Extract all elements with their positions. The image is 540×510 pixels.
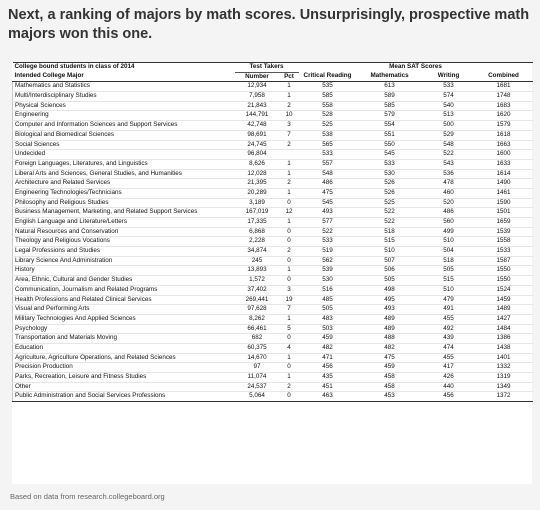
table-row	[13, 334, 533, 344]
cell-combined: 1579	[475, 121, 533, 131]
cell-major: Library Science And Administration	[13, 256, 235, 266]
table-row	[13, 295, 533, 305]
cell-mathematics: 453	[357, 392, 423, 402]
cell-combined: 1539	[475, 227, 533, 237]
cell-writing: 510	[423, 285, 475, 295]
cell-pct: 1	[280, 92, 299, 102]
cell-mathematics: 589	[357, 92, 423, 102]
col-header-combined: Combined	[475, 72, 533, 82]
cell-pct: 19	[280, 295, 299, 305]
cell-number: 6,868	[235, 227, 280, 237]
data-table-sheet	[12, 62, 532, 484]
cell-mathematics: 613	[357, 82, 423, 92]
cell-mathematics: 458	[357, 382, 423, 392]
table-row	[13, 227, 533, 237]
table-row	[13, 111, 533, 121]
cell-number: 245	[235, 256, 280, 266]
cell-major: English Language and Literature/Letters	[13, 218, 235, 228]
table-row	[13, 314, 533, 324]
cell-critical-reading: 548	[299, 169, 357, 179]
cell-combined: 1490	[475, 179, 533, 189]
cell-combined: 1372	[475, 392, 533, 402]
cell-pct: 0	[280, 363, 299, 373]
cell-critical-reading: 577	[299, 218, 357, 228]
cell-major: Philosophy and Religious Studies	[13, 198, 235, 208]
cell-writing: 478	[423, 179, 475, 189]
cell-number: 1,572	[235, 276, 280, 286]
cell-major: Multi/Interdisciplinary Studies	[13, 92, 235, 102]
cell-number: 21,843	[235, 101, 280, 111]
cell-pct: 1	[280, 169, 299, 179]
cell-major: Military Technologies And Applied Sciences	[13, 314, 235, 324]
group-mean-sat: Mean SAT Scores	[357, 63, 475, 73]
cell-major: Undecided	[13, 150, 235, 160]
cell-number: 8,626	[235, 159, 280, 169]
cell-combined: 1663	[475, 140, 533, 150]
col-header-critical-reading: Critical Reading	[299, 72, 357, 82]
cell-critical-reading: 533	[299, 237, 357, 247]
table-row	[13, 121, 533, 131]
cell-number: 682	[235, 334, 280, 344]
cell-combined: 1533	[475, 247, 533, 257]
cell-mathematics: 545	[357, 150, 423, 160]
cell-mathematics: 493	[357, 305, 423, 315]
cell-pct: 0	[280, 227, 299, 237]
cell-combined: 1618	[475, 130, 533, 140]
cell-combined: 1558	[475, 237, 533, 247]
cell-combined: 1590	[475, 198, 533, 208]
cell-pct: 7	[280, 130, 299, 140]
cell-pct: 12	[280, 208, 299, 218]
cell-mathematics: 518	[357, 227, 423, 237]
table-row	[13, 188, 533, 198]
cell-critical-reading: 519	[299, 247, 357, 257]
table-row	[13, 218, 533, 228]
table-row	[13, 373, 533, 383]
cell-number: 20,289	[235, 188, 280, 198]
cell-major: Natural Resources and Conservation	[13, 227, 235, 237]
cell-number: 11,074	[235, 373, 280, 383]
cell-critical-reading: 538	[299, 130, 357, 140]
cell-major: Public Administration and Social Services Professions	[13, 392, 235, 402]
majors-sat-table	[12, 62, 533, 402]
col-header-major: Intended College Major	[13, 72, 235, 82]
cell-major: Parks, Recreation, Leisure and Fitness Studies	[13, 373, 235, 383]
cell-combined: 1427	[475, 314, 533, 324]
cell-pct: 1	[280, 159, 299, 169]
cell-pct: 3	[280, 121, 299, 131]
cell-critical-reading: 557	[299, 159, 357, 169]
cell-major: Engineering Technologies/Technicians	[13, 188, 235, 198]
cell-pct: 1	[280, 266, 299, 276]
cell-combined: 1659	[475, 218, 533, 228]
cell-mathematics: 506	[357, 266, 423, 276]
cell-critical-reading: 535	[299, 82, 357, 92]
cell-writing: 533	[423, 82, 475, 92]
cell-mathematics: 507	[357, 256, 423, 266]
col-header-mathematics: Mathematics	[357, 72, 423, 82]
cell-mathematics: 530	[357, 169, 423, 179]
cell-critical-reading: 565	[299, 140, 357, 150]
cell-major: Education	[13, 343, 235, 353]
cell-combined: 1386	[475, 334, 533, 344]
cell-number: 14,670	[235, 353, 280, 363]
cell-combined: 1501	[475, 208, 533, 218]
cell-writing: 513	[423, 111, 475, 121]
cell-mathematics: 551	[357, 130, 423, 140]
cell-mathematics: 533	[357, 159, 423, 169]
headline: Next, a ranking of majors by math scores. Unsurprisingly, prospective math majors won this one.	[8, 7, 530, 42]
cell-mathematics: 554	[357, 121, 423, 131]
cell-major: Agriculture, Agriculture Operations, and Related Sciences	[13, 353, 235, 363]
cell-writing: 479	[423, 295, 475, 305]
cell-critical-reading: 558	[299, 101, 357, 111]
cell-major: Biological and Biomedical Sciences	[13, 130, 235, 140]
cell-critical-reading: 475	[299, 188, 357, 198]
cell-mathematics: 526	[357, 179, 423, 189]
cell-combined: 1484	[475, 324, 533, 334]
cell-critical-reading: 522	[299, 227, 357, 237]
cell-number: 5,064	[235, 392, 280, 402]
source-note: Based on data from research.collegeboard.org	[10, 492, 165, 501]
cell-writing: 536	[423, 169, 475, 179]
cell-major: History	[13, 266, 235, 276]
cell-critical-reading: 516	[299, 285, 357, 295]
cell-major: Foreign Languages, Literatures, and Linguistics	[13, 159, 235, 169]
cell-pct: 2	[280, 382, 299, 392]
cell-pct: 7	[280, 305, 299, 315]
cell-major: Communication, Journalism and Related Programs	[13, 285, 235, 295]
cell-mathematics: 458	[357, 373, 423, 383]
cell-combined: 1319	[475, 373, 533, 383]
cell-major: Area, Ethnic, Cultural and Gender Studies	[13, 276, 235, 286]
cell-number: 12,028	[235, 169, 280, 179]
cell-combined: 1459	[475, 295, 533, 305]
cell-pct: 1	[280, 373, 299, 383]
cell-major: Physical Sciences	[13, 101, 235, 111]
cell-writing: 439	[423, 334, 475, 344]
cell-combined: 1633	[475, 159, 533, 169]
cell-combined: 1349	[475, 382, 533, 392]
cell-writing: 505	[423, 266, 475, 276]
table-row	[13, 140, 533, 150]
cell-critical-reading: 545	[299, 198, 357, 208]
table-row	[13, 237, 533, 247]
cell-number: 24,537	[235, 382, 280, 392]
cell-critical-reading: 482	[299, 343, 357, 353]
cell-mathematics: 505	[357, 276, 423, 286]
cell-major: Social Sciences	[13, 140, 235, 150]
table-row	[13, 101, 533, 111]
cell-pct: 1	[280, 218, 299, 228]
table-row	[13, 343, 533, 353]
cell-pct: 10	[280, 111, 299, 121]
cell-critical-reading: 463	[299, 392, 357, 402]
table-row	[13, 247, 533, 257]
cell-number: 97	[235, 363, 280, 373]
col-header-number: Number	[235, 72, 280, 82]
table-row	[13, 285, 533, 295]
cell-critical-reading: 525	[299, 121, 357, 131]
cell-critical-reading: 528	[299, 111, 357, 121]
table-row	[13, 169, 533, 179]
cell-writing: 520	[423, 198, 475, 208]
table-row	[13, 208, 533, 218]
cell-critical-reading: 483	[299, 314, 357, 324]
cell-writing: 543	[423, 159, 475, 169]
col-header-writing: Writing	[423, 72, 475, 82]
cell-pct	[280, 150, 299, 160]
cell-combined: 1489	[475, 305, 533, 315]
table-row	[13, 256, 533, 266]
cell-writing: 574	[423, 92, 475, 102]
cell-number: 42,748	[235, 121, 280, 131]
cell-writing: 540	[423, 101, 475, 111]
cell-number: 12,934	[235, 82, 280, 92]
cell-mathematics: 475	[357, 353, 423, 363]
cell-major: Theology and Religious Vocations	[13, 237, 235, 247]
table-row	[13, 179, 533, 189]
cell-critical-reading: 539	[299, 266, 357, 276]
cell-number: 24,745	[235, 140, 280, 150]
cell-critical-reading: 562	[299, 256, 357, 266]
cell-writing: 522	[423, 150, 475, 160]
table-row	[13, 276, 533, 286]
cell-pct: 0	[280, 276, 299, 286]
cell-pct: 1	[280, 314, 299, 324]
table-row	[13, 150, 533, 160]
cell-mathematics: 489	[357, 314, 423, 324]
cell-number: 7,958	[235, 92, 280, 102]
cell-number: 2,228	[235, 237, 280, 247]
table-row	[13, 92, 533, 102]
cell-critical-reading: 530	[299, 276, 357, 286]
table-row	[13, 382, 533, 392]
cell-number: 21,395	[235, 179, 280, 189]
cell-combined: 1438	[475, 343, 533, 353]
cell-mathematics: 488	[357, 334, 423, 344]
cell-pct: 0	[280, 256, 299, 266]
cell-critical-reading: 505	[299, 305, 357, 315]
table-row	[13, 324, 533, 334]
cell-mathematics: 526	[357, 188, 423, 198]
cell-major: Psychology	[13, 324, 235, 334]
cell-mathematics: 510	[357, 247, 423, 257]
cell-mathematics: 459	[357, 363, 423, 373]
cell-major: Health Professions and Related Clinical Services	[13, 295, 235, 305]
cell-pct: 1	[280, 82, 299, 92]
cell-writing: 510	[423, 237, 475, 247]
table-row	[13, 130, 533, 140]
cell-combined: 1620	[475, 111, 533, 121]
cell-number: 98,691	[235, 130, 280, 140]
table-row	[13, 159, 533, 169]
table-row	[13, 198, 533, 208]
cell-combined: 1748	[475, 92, 533, 102]
cell-critical-reading: 459	[299, 334, 357, 344]
cell-number: 17,335	[235, 218, 280, 228]
cell-mathematics: 515	[357, 237, 423, 247]
cell-major: Visual and Performing Arts	[13, 305, 235, 315]
table-row	[13, 363, 533, 373]
cell-major: Transportation and Materials Moving	[13, 334, 235, 344]
cell-writing: 474	[423, 343, 475, 353]
cell-mathematics: 522	[357, 218, 423, 228]
cell-mathematics: 579	[357, 111, 423, 121]
cell-combined: 1600	[475, 150, 533, 160]
cell-pct: 2	[280, 140, 299, 150]
cell-combined: 1332	[475, 363, 533, 373]
cell-mathematics: 522	[357, 208, 423, 218]
cell-number: 37,402	[235, 285, 280, 295]
cell-combined: 1587	[475, 256, 533, 266]
cell-major: Legal Professions and Studies	[13, 247, 235, 257]
cell-mathematics: 585	[357, 101, 423, 111]
cell-critical-reading: 451	[299, 382, 357, 392]
table-row	[13, 353, 533, 363]
cell-writing: 460	[423, 188, 475, 198]
cell-number: 167,019	[235, 208, 280, 218]
table-row	[13, 392, 533, 402]
cell-writing: 560	[423, 218, 475, 228]
cell-combined: 1681	[475, 82, 533, 92]
cell-writing: 548	[423, 140, 475, 150]
cell-number: 3,189	[235, 198, 280, 208]
cell-combined: 1524	[475, 285, 533, 295]
table-row	[13, 305, 533, 315]
cell-major: Liberal Arts and Sciences, General Studies, and Humanities	[13, 169, 235, 179]
cell-writing: 491	[423, 305, 475, 315]
cell-combined: 1683	[475, 101, 533, 111]
cell-writing: 455	[423, 353, 475, 363]
group-test-takers: Test Takers	[235, 63, 299, 73]
cell-writing: 456	[423, 392, 475, 402]
cell-pct: 0	[280, 334, 299, 344]
cell-number: 13,893	[235, 266, 280, 276]
cell-pct: 1	[280, 353, 299, 363]
cell-critical-reading: 503	[299, 324, 357, 334]
cell-combined: 1461	[475, 188, 533, 198]
cell-pct: 0	[280, 237, 299, 247]
cell-major: Other	[13, 382, 235, 392]
table-row	[13, 266, 533, 276]
cell-mathematics: 495	[357, 295, 423, 305]
cell-mathematics: 489	[357, 324, 423, 334]
cell-mathematics: 525	[357, 198, 423, 208]
cell-critical-reading: 533	[299, 150, 357, 160]
cell-number: 60,375	[235, 343, 280, 353]
cell-critical-reading: 485	[299, 295, 357, 305]
cell-critical-reading: 585	[299, 92, 357, 102]
cell-writing: 499	[423, 227, 475, 237]
cell-critical-reading: 435	[299, 373, 357, 383]
cell-number: 269,441	[235, 295, 280, 305]
cell-pct: 4	[280, 343, 299, 353]
cell-number: 144,791	[235, 111, 280, 121]
cell-writing: 492	[423, 324, 475, 334]
cell-critical-reading: 486	[299, 179, 357, 189]
cell-number: 34,874	[235, 247, 280, 257]
cell-pct: 2	[280, 247, 299, 257]
cell-major: Precision Production	[13, 363, 235, 373]
table-title: College bound students in class of 2014	[13, 63, 235, 73]
cell-writing: 500	[423, 121, 475, 131]
cell-writing: 515	[423, 276, 475, 286]
cell-writing: 518	[423, 256, 475, 266]
cell-critical-reading: 471	[299, 353, 357, 363]
cell-number: 96,804	[235, 150, 280, 160]
cell-number: 66,461	[235, 324, 280, 334]
cell-writing: 529	[423, 130, 475, 140]
col-header-pct: Pct	[280, 72, 299, 82]
cell-writing: 417	[423, 363, 475, 373]
cell-writing: 440	[423, 382, 475, 392]
cell-mathematics: 550	[357, 140, 423, 150]
cell-pct: 2	[280, 101, 299, 111]
cell-number: 8,262	[235, 314, 280, 324]
table-row	[13, 82, 533, 92]
cell-major: Engineering	[13, 111, 235, 121]
cell-writing: 426	[423, 373, 475, 383]
cell-writing: 486	[423, 208, 475, 218]
cell-mathematics: 498	[357, 285, 423, 295]
cell-major: Business Management, Marketing, and Related Support Services	[13, 208, 235, 218]
cell-critical-reading: 456	[299, 363, 357, 373]
cell-mathematics: 482	[357, 343, 423, 353]
cell-pct: 2	[280, 179, 299, 189]
cell-number: 97,628	[235, 305, 280, 315]
cell-combined: 1550	[475, 266, 533, 276]
cell-major: Computer and Information Sciences and Support Services	[13, 121, 235, 131]
cell-combined: 1550	[475, 276, 533, 286]
cell-pct: 0	[280, 198, 299, 208]
cell-writing: 504	[423, 247, 475, 257]
cell-writing: 455	[423, 314, 475, 324]
cell-pct: 3	[280, 285, 299, 295]
cell-major: Architecture and Related Services	[13, 179, 235, 189]
cell-combined: 1614	[475, 169, 533, 179]
cell-major: Mathematics and Statistics	[13, 82, 235, 92]
cell-pct: 0	[280, 392, 299, 402]
cell-pct: 5	[280, 324, 299, 334]
cell-pct: 1	[280, 188, 299, 198]
cell-combined: 1401	[475, 353, 533, 363]
table-body	[13, 82, 533, 402]
cell-critical-reading: 493	[299, 208, 357, 218]
